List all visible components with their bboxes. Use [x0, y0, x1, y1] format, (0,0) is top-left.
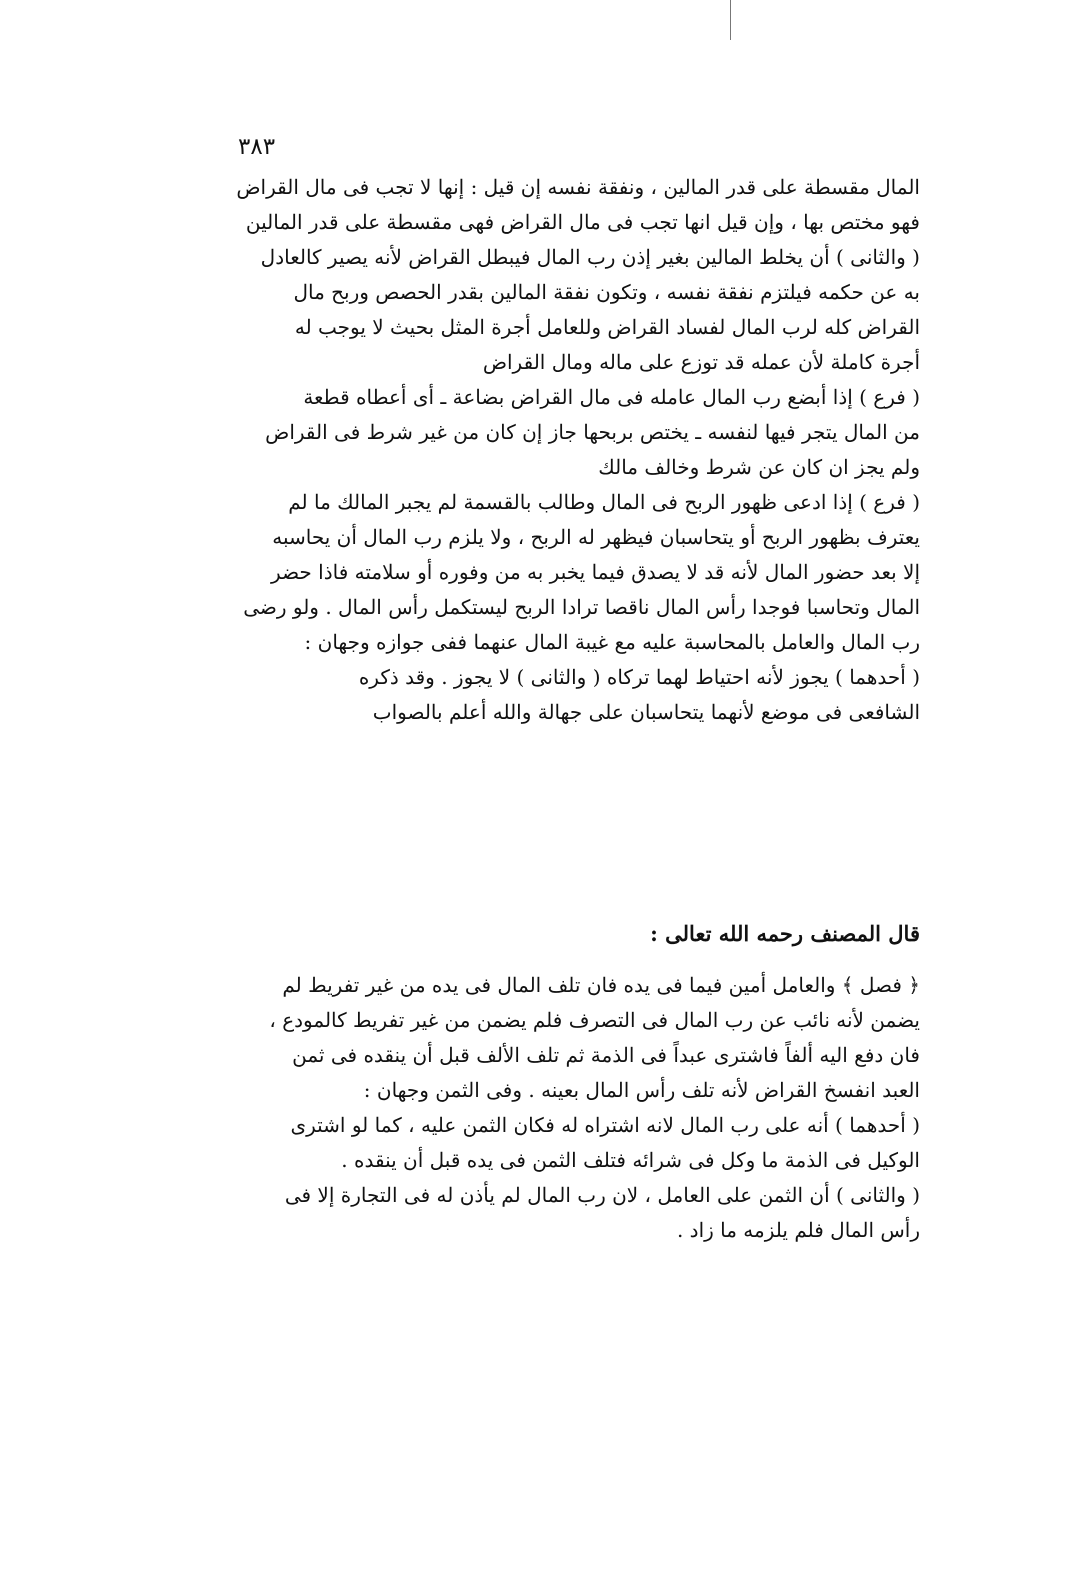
- text-line: ولم يجز ان كان عن شرط وخالف مالك: [598, 455, 920, 479]
- text-line: ( والثانى ) أن يخلط المالين بغير إذن رب المال فيبطل القراض لأنه يصير كالعادل: [260, 245, 920, 269]
- text-line: ( والثانى ) أن الثمن على العامل ، لان رب المال لم يأذن له فى التجارة إلا فى: [284, 1183, 920, 1207]
- text-line: رب المال والعامل بالمحاسبة عليه مع غيبة المال عنهما ففى جوازه وجهان :: [304, 630, 920, 654]
- text-line: فهو مختص بها ، وإن قيل انها تجب فى مال القراض فهى مقسطة على قدر المالين: [245, 210, 920, 234]
- text-line: رأس المال فلم يلزمه ما زاد .: [676, 1218, 920, 1242]
- text-line: ( أحدهما ) يجوز لأنه احتياط لهما تركاه ( والثانى ) لا يجوز . وقد ذكره: [358, 665, 920, 689]
- text-line: أجرة كاملة لأن عمله قد توزع على ماله ومال القراض: [482, 350, 920, 374]
- text-line: ( أحدهما ) أنه على رب المال لانه اشتراه له فكان الثمن عليه ، كما لو اشترى: [290, 1113, 920, 1137]
- text-line: فان دفع اليه ألفاً فاشترى عبداً فى الذمة ثم تلف الألف قبل أن ينقده فى ثمن: [292, 1043, 920, 1067]
- text-line: الوكيل فى الذمة ما وكل فى شرائه فتلف الثمن فى يده قبل أن ينقده .: [341, 1148, 920, 1172]
- text-line: من المال يتجر فيها لنفسه ـ يختص بربحها جاز إن كان من غير شرط فى القراض: [265, 420, 920, 444]
- text-line: العبد انفسخ القراض لأنه تلف رأس المال بعينه . وفى الثمن وجهان :: [363, 1078, 920, 1102]
- text-line: ( فرع ) إذا ادعى ظهور الربح فى المال وطالب بالقسمة لم يجبر المالك ما لم: [288, 490, 920, 514]
- text-line: المال مقسطة على قدر المالين ، ونفقة نفسه إن قيل : إنها لا تجب فى مال القراض: [236, 175, 920, 199]
- body-text-bottom: [205, 968, 920, 1248]
- text-line: به عن حكمه فيلتزم نفقة نفسه ، وتكون نفقة المالين بقدر الحصص وربح مال: [293, 280, 920, 304]
- page-crease-mark: [730, 0, 731, 40]
- text-line: المال وتحاسبا فوجدا رأس المال ناقصا ترادا الربح ليستكمل رأس المال . ولو رضى: [243, 595, 920, 619]
- page-number: ٣٨٣: [238, 134, 276, 160]
- text-line: يعترف بظهور الربح أو يتحاسبان فيظهر له الربح ، ولا يلزم رب المال أن يحاسبه: [272, 525, 920, 549]
- text-line: ( فرع ) إذا أبضع رب المال عامله فى مال القراض بضاعة ـ أى أعطاه قطعة: [303, 385, 920, 409]
- text-line: يضمن لأنه نائب عن رب المال فى التصرف فلم يضمن من غير تفريط كالمودع ،: [269, 1008, 920, 1032]
- text-line: القراض كله لرب المال لفساد القراض وللعامل أجرة المثل بحيث لا يوجب له: [294, 315, 920, 339]
- body-text-top: [205, 170, 920, 730]
- text-line: ﴿ فصل ﴾ والعامل أمين فيما فى يده فان تلف المال فى يده من غير تفريط لم: [282, 973, 920, 997]
- text-line: الشافعى فى موضع لأنهما يتحاسبان على جهالة والله أعلم بالصواب: [372, 700, 920, 724]
- text-line: إلا بعد حضور المال لأنه قد لا يصدق فيما يخبر به من وفوره أو سلامته فاذا حضر: [271, 560, 920, 584]
- section-heading: قال المصنف رحمه الله تعالى :: [650, 921, 920, 946]
